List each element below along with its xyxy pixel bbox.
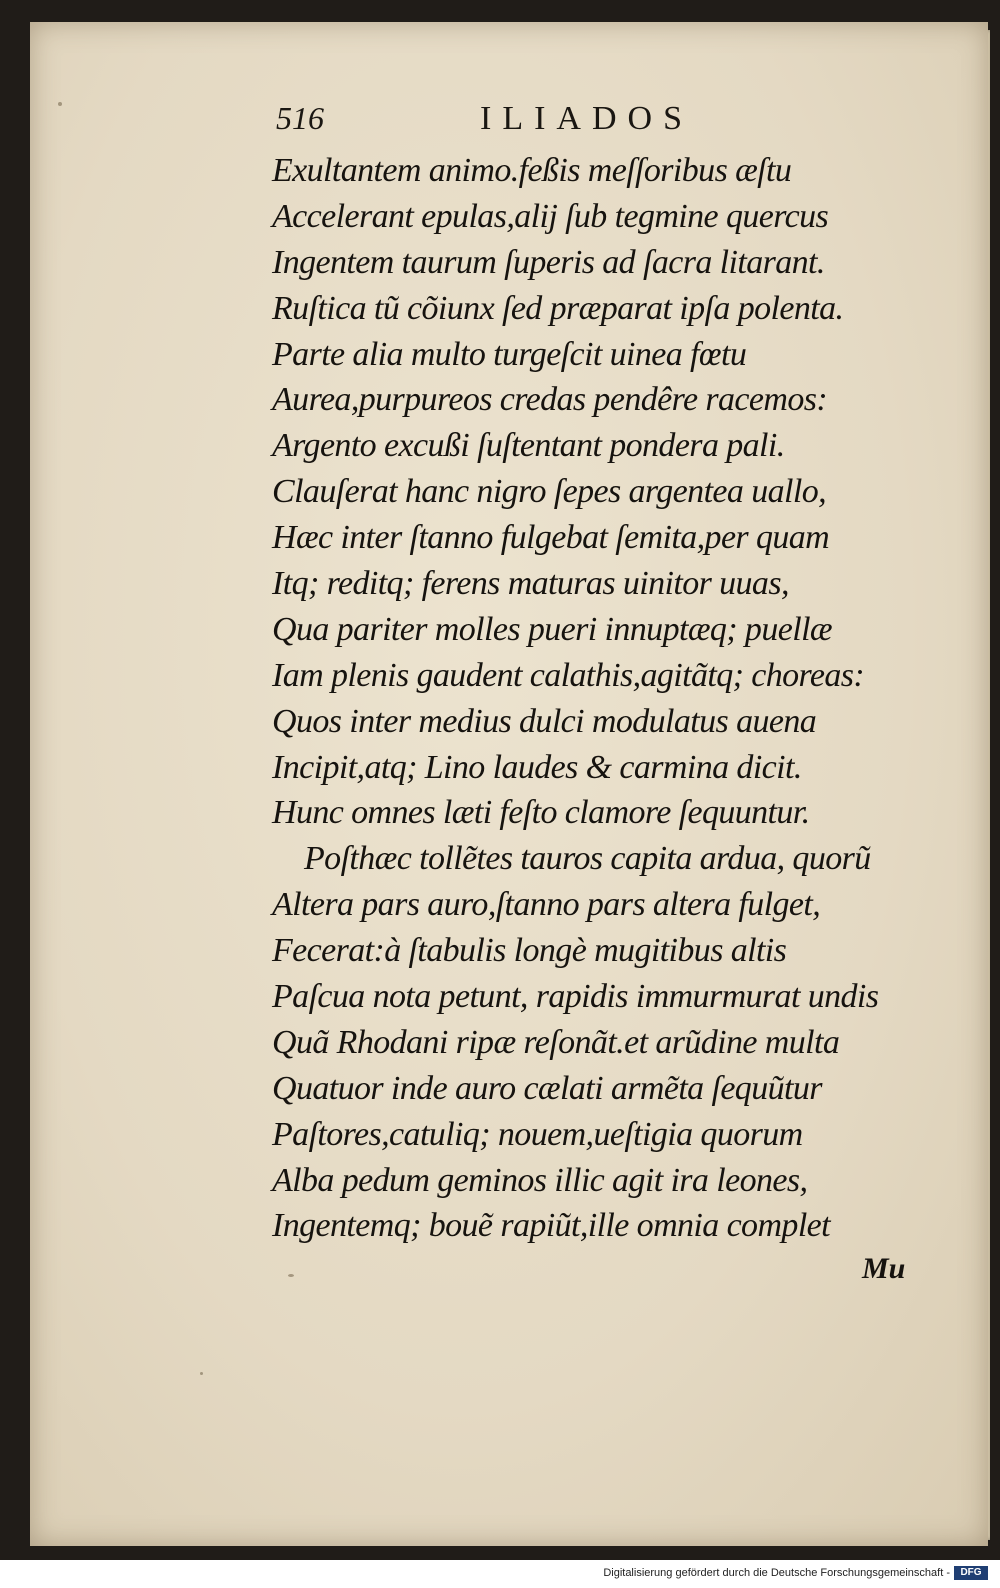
paper-speck (288, 1274, 294, 1277)
verse-line: Hæc inter ſtanno fulgebat ſemita,per quam (272, 519, 830, 557)
verse-line: Aurea,purpureos credas pendêre racemos: (272, 381, 828, 419)
paper-speck (200, 1372, 203, 1375)
verse-line: Hunc omnes læti feſto clamore ſequuntur. (272, 794, 810, 832)
verse-line: Qua pariter molles pueri innuptæq; puellæ (272, 610, 832, 648)
verse-line: Quos inter medius dulci modulatus auena (272, 702, 817, 740)
page-number: 516 (276, 100, 324, 136)
page-header (276, 100, 736, 146)
verse-line: Itq; reditq; ferens maturas uinitor uuas, (272, 565, 789, 603)
dfg-logo-icon: DFG (954, 1566, 988, 1580)
verse-line: Paſcua nota petunt, rapidis immurmurat undis (272, 978, 879, 1016)
verse-line: Alba pedum geminos illic agit ira leones, (272, 1161, 808, 1199)
funding-credit: Digitalisierung gefördert durch die Deutsche Forschungsgemeinschaft - (603, 1567, 950, 1579)
verse-line: Iam plenis gaudent calathis,agitãtq; choreas: (272, 656, 865, 694)
verse-line: Accelerant epulas,alij ſub tegmine quercus (272, 197, 829, 235)
running-head: ILIADOS (480, 100, 693, 137)
verse-line: Poſthæc tollẽtes tauros capita ardua, quorũ (304, 840, 871, 878)
verse-line: Quatuor inde auro cælati armẽta ſequũtur (272, 1069, 822, 1107)
verse-line: Exultantem animo.feßis meſſoribus æſtu (272, 152, 792, 189)
verse-line: Fecerat:à ſtabulis longè mugitibus altis (272, 932, 787, 970)
catchword: Mu (862, 1252, 906, 1285)
verse-block (272, 148, 932, 1249)
verse-line: Incipit,atq; Lino laudes & carmina dicit. (272, 748, 802, 786)
footer-bar (0, 1560, 1000, 1588)
verse-line: Altera pars auro,ſtanno pars altera fulget, (272, 886, 821, 924)
verse-line: Clauſerat hanc nigro ſepes argentea uallo, (272, 473, 826, 511)
verse-line: Ruſtica tũ cõiunx ſed præparat ipſa polenta. (272, 289, 844, 327)
verse-line: Quã Rhodani ripæ reſonãt.et arũdine multa (272, 1023, 840, 1061)
paper-speck (58, 102, 62, 106)
verse-line: Parte alia multo turgeſcit uinea fœtu (272, 335, 747, 373)
verse-line: Argento excußi ſuſtentant pondera pali. (272, 427, 785, 465)
verse-line: Ingentemq; bouẽ rapiũt,ille omnia complet (272, 1207, 830, 1245)
verse-line: Ingentem taurum ſuperis ad ſacra litarant. (272, 243, 825, 281)
verse-line: Paſtores,catuliq; nouem,ueſtigia quorum (272, 1115, 803, 1153)
